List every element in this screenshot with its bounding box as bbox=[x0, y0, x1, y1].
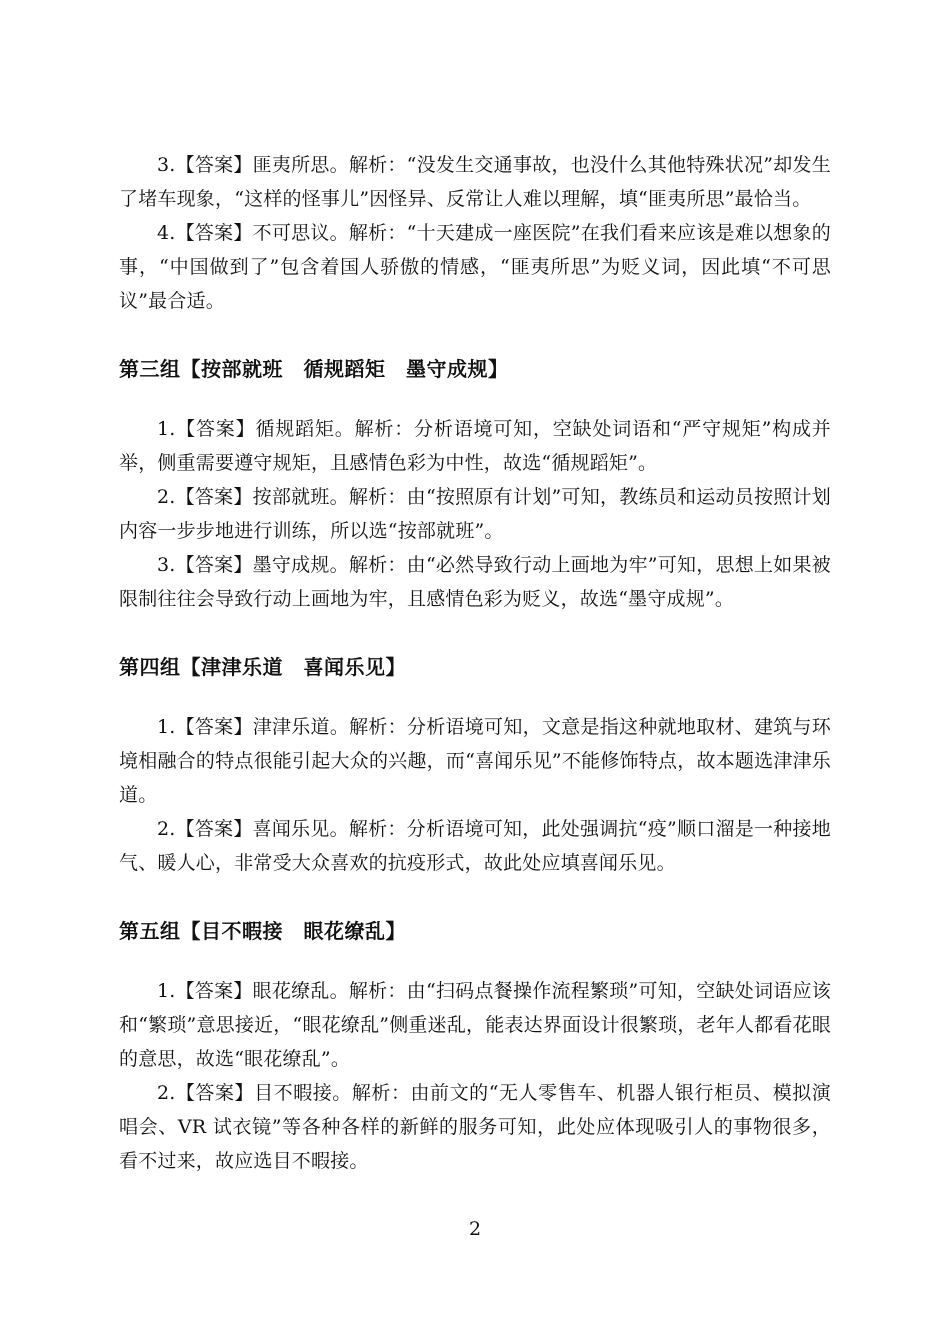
answer-paragraph: 2.【答案】目不暇接。解析：由前文的“无人零售车、机器人银行柜员、模拟演唱会、VR 试衣镜”等各种各样的新鲜的服务可知，此处应体现吸引人的事物很多，看不过来，故应选目不暇接。 bbox=[119, 1082, 831, 1172]
spacer bbox=[119, 616, 831, 652]
spacer bbox=[119, 384, 831, 412]
answer-paragraph: 1.【答案】眼花缭乱。解析：由“扫码点餐操作流程繁琐”可知，空缺处词语应该和“繁琐”意思接近，“眼花缭乱”侧重迷乱，能表达界面设计很繁琐，老年人都看花眼的意思，故选“眼花缭乱”。 bbox=[119, 980, 831, 1070]
answer-paragraph: 2.【答案】喜闻乐见。解析：分析语境可知，此处强调抗“疫”顺口溜是一种接地气、暖人心，非常受大众喜欢的抗疫形式，故此处应填喜闻乐见。 bbox=[119, 818, 831, 874]
section-heading-group-4: 第四组【津津乐道 喜闻乐见】 bbox=[119, 655, 406, 679]
spacer bbox=[119, 946, 831, 974]
answer-paragraph: 4.【答案】不可思议。解析：“十天建成一座医院”在我们看来应该是难以想象的事，“中国做到了”包含着国人骄傲的情感，“匪夷所思”为贬义词，因此填“不可思议”最合适。 bbox=[119, 222, 831, 312]
spacer bbox=[119, 880, 831, 916]
answer-paragraph: 3.【答案】匪夷所思。解析：“没发生交通事故，也没什么其他特殊状况”却发生了堵车现象，“这样的怪事儿”因怪异、反常让人难以理解，填“匪夷所思”最恰当。 bbox=[119, 154, 831, 210]
page-content bbox=[119, 148, 831, 1178]
spacer bbox=[119, 682, 831, 710]
answer-paragraph: 1.【答案】循规蹈矩。解析：分析语境可知，空缺处词语和“严守规矩”构成并举，侧重需要遵守规矩，且感情色彩为中性，故选“循规蹈矩”。 bbox=[119, 418, 831, 474]
answer-paragraph: 1.【答案】津津乐道。解析：分析语境可知，文意是指这种就地取材、建筑与环境相融合的特点很能引起大众的兴趣，而“喜闻乐见”不能修饰特点，故本题选津津乐道。 bbox=[119, 716, 831, 806]
spacer bbox=[119, 318, 831, 354]
page-number: 2 bbox=[468, 1218, 482, 1240]
section-heading-group-5: 第五组【目不暇接 眼花缭乱】 bbox=[119, 919, 406, 943]
answer-paragraph: 2.【答案】按部就班。解析：由“按照原有计划”可知，教练员和运动员按照计划内容一步步地进行训练，所以选“按部就班”。 bbox=[119, 486, 831, 542]
answer-paragraph: 3.【答案】墨守成规。解析：由“必然导致行动上画地为牢”可知，思想上如果被限制往往会导致行动上画地为牢，且感情色彩为贬义，故选“墨守成规”。 bbox=[119, 554, 831, 610]
section-heading-group-3: 第三组【按部就班 循规蹈矩 墨守成规】 bbox=[119, 357, 509, 381]
